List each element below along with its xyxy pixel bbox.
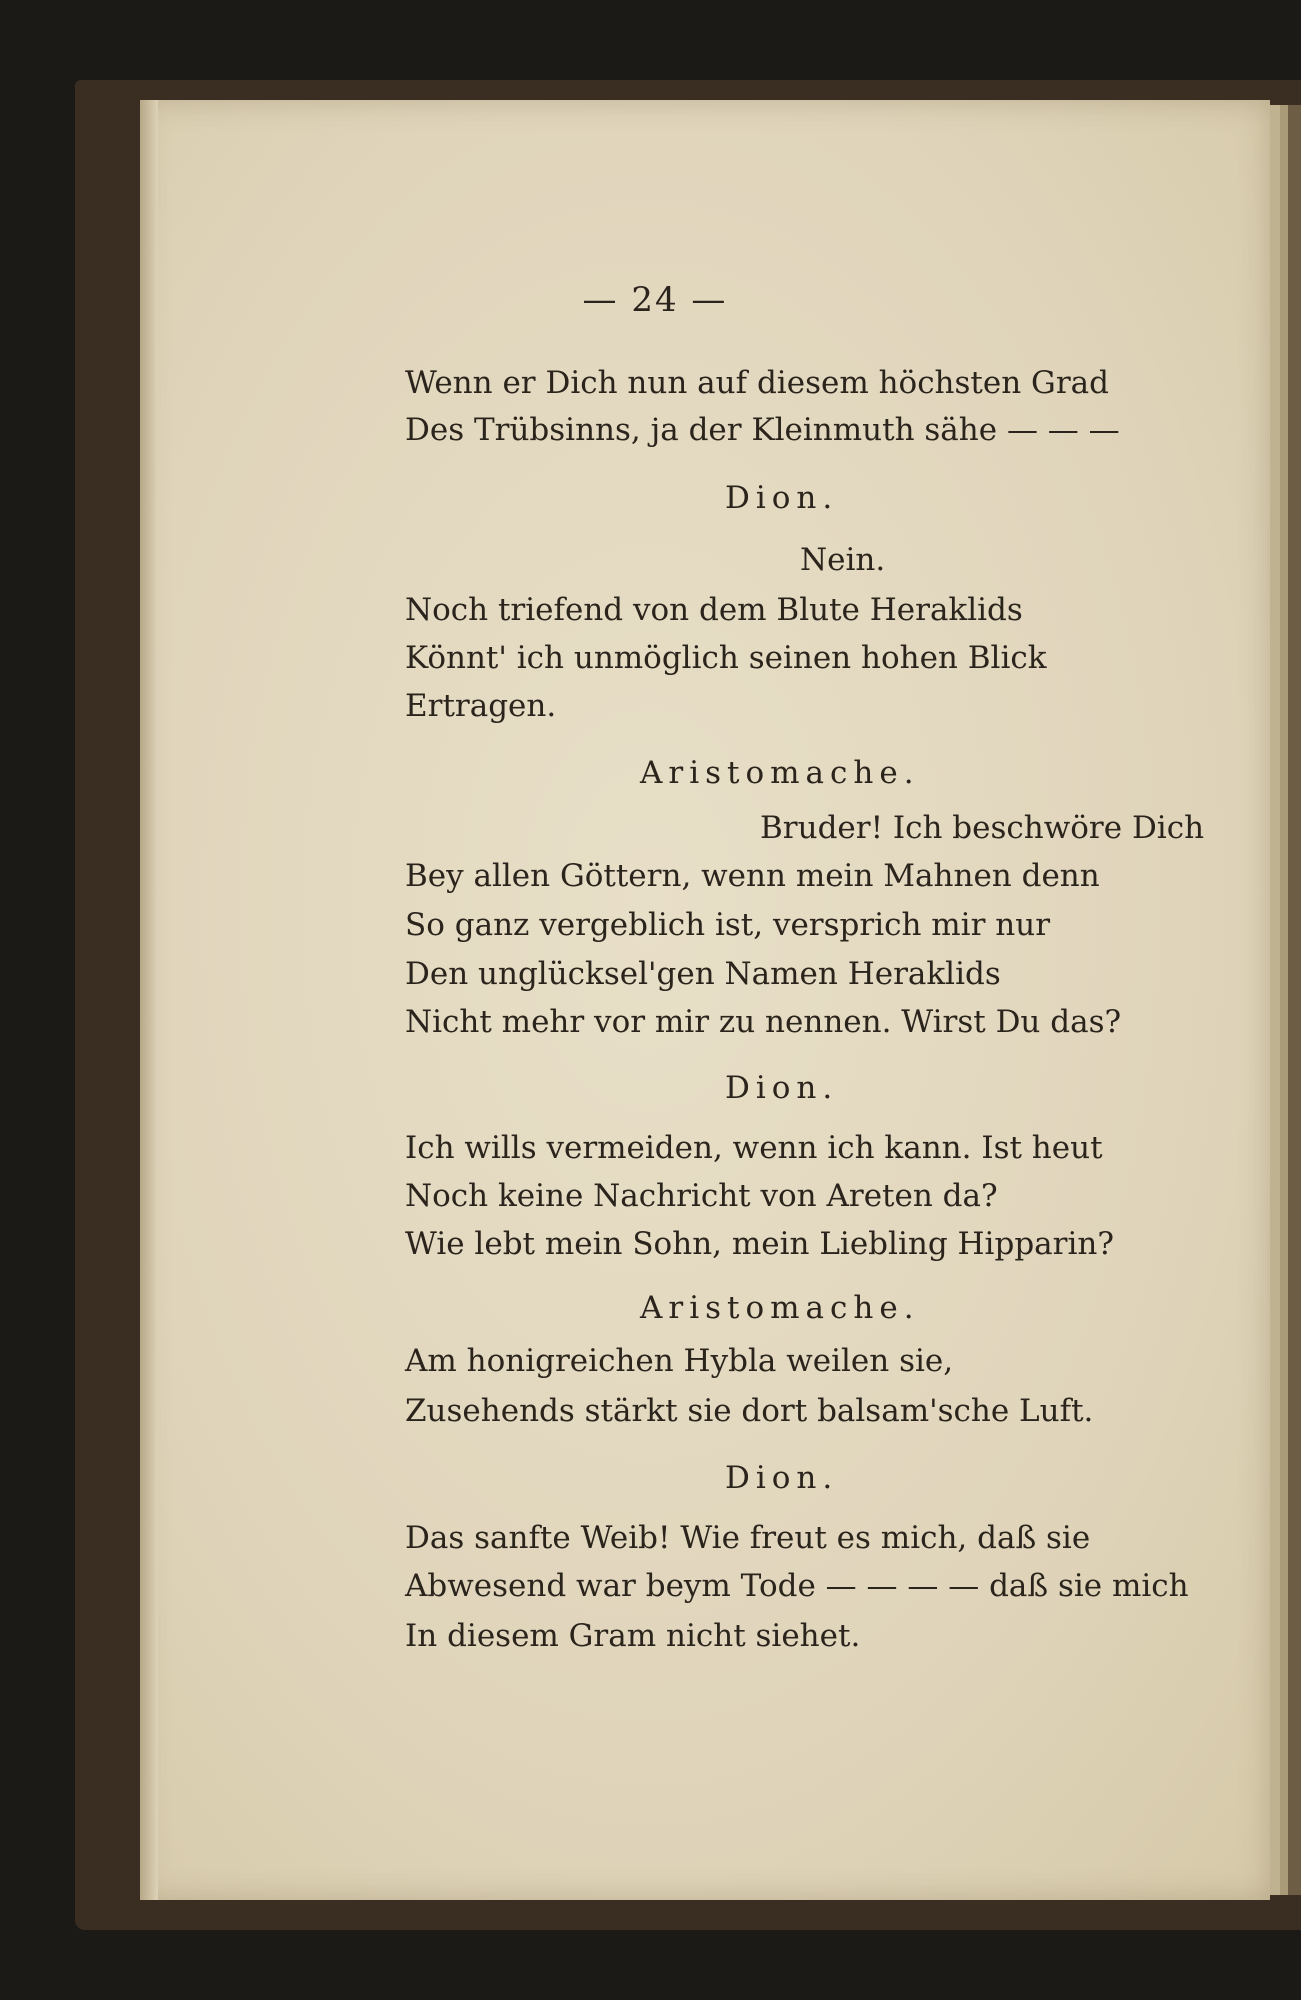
speaker-name: Aristomache. (640, 1290, 920, 1326)
speaker-name: Dion. (725, 480, 839, 516)
verse-line: Abwesend war beym Tode — — — — daß sie mich (405, 1568, 1189, 1604)
page-edge (1280, 105, 1288, 1895)
page-number: — 24 — (582, 280, 728, 320)
verse-line: Noch keine Nachricht von Areten da? (405, 1178, 998, 1214)
verse-line: Wie lebt mein Sohn, mein Liebling Hipparin? (405, 1226, 1114, 1262)
verse-line: Wenn er Dich nun auf diesem höchsten Grad (405, 365, 1109, 401)
verse-line: Könnt' ich unmöglich seinen hohen Blick (405, 640, 1047, 676)
verse-line: Am honigreichen Hybla weilen sie, (405, 1343, 954, 1379)
verse-line: Bruder! Ich beschwöre Dich (760, 810, 1205, 846)
cover-edge (1288, 105, 1301, 1895)
verse-line: Nein. (800, 542, 886, 578)
verse-line: Des Trübsinns, ja der Kleinmuth sähe — — — (405, 412, 1120, 448)
page-edge (1270, 105, 1280, 1895)
verse-line: In diesem Gram nicht siehet. (405, 1618, 861, 1654)
verse-line: Noch triefend von dem Blute Heraklids (405, 592, 1023, 628)
verse-line: Ertragen. (405, 688, 557, 724)
verse-line: So ganz vergeblich ist, versprich mir nur (405, 907, 1051, 943)
verse-line: Nicht mehr vor mir zu nennen. Wirst Du das? (405, 1004, 1122, 1040)
verse-line: Das sanfte Weib! Wie freut es mich, daß sie (405, 1520, 1091, 1556)
verse-line: Den unglücksel'gen Namen Heraklids (405, 956, 1001, 992)
speaker-name: Dion. (725, 1460, 839, 1496)
verse-line: Bey allen Göttern, wenn mein Mahnen denn (405, 858, 1100, 894)
verse-line: Zusehends stärkt sie dort balsam'sche Luft. (405, 1393, 1094, 1429)
speaker-name: Aristomache. (640, 755, 920, 791)
verse-line: Ich wills vermeiden, wenn ich kann. Ist heut (405, 1130, 1103, 1166)
page-gutter (140, 100, 158, 1900)
speaker-name: Dion. (725, 1070, 839, 1106)
